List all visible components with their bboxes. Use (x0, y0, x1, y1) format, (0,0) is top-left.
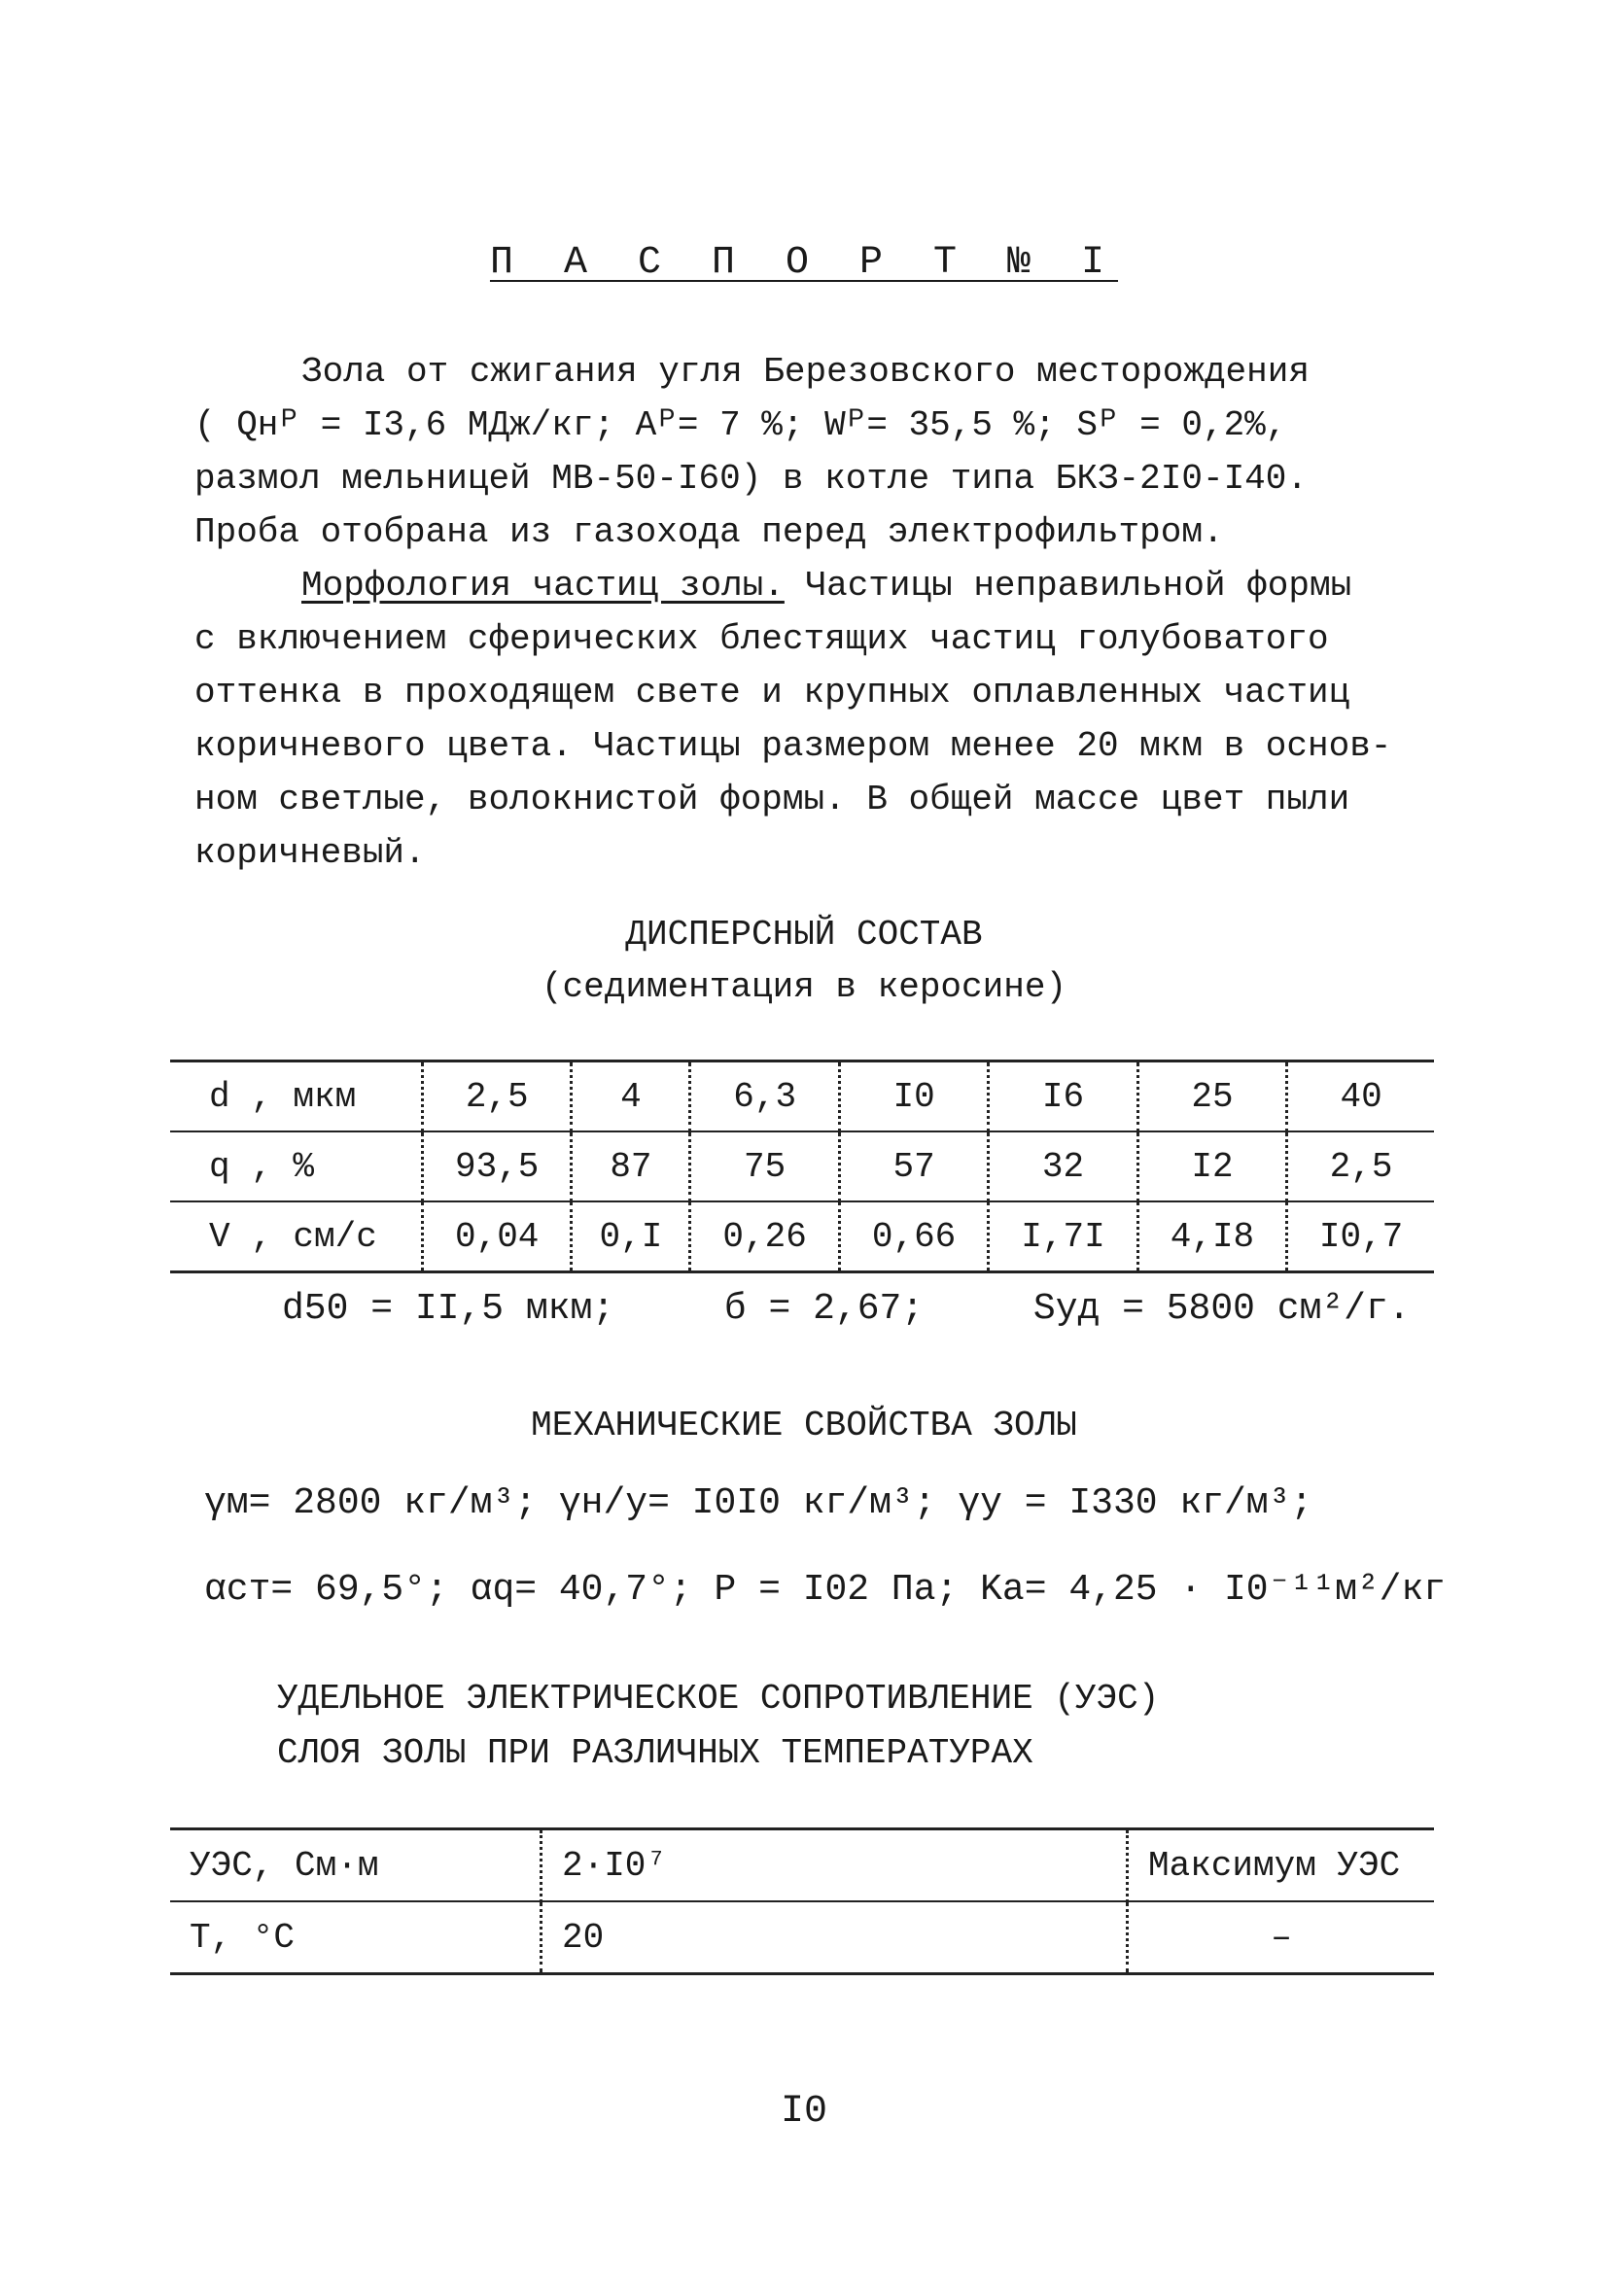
table-row (170, 1061, 1434, 1132)
table-cell: I2 (1137, 1131, 1286, 1201)
morphology-line: с включением сферических блестящих частиц голубоватого (194, 619, 1329, 659)
table-cell: 0,04 (423, 1201, 572, 1272)
morphology-first-line (194, 559, 1419, 612)
table-cell: – (1128, 1901, 1435, 1974)
dispersion-subtitle: (седиментация в керосине) (541, 967, 1067, 1007)
table-cell: 25 (1137, 1061, 1286, 1132)
intro-line: ( Qнᴾ = I3,6 МДж/кг; Aᴾ= 7 %; Wᴾ= 35,5 %; Sᴾ = 0,2%, (194, 405, 1287, 445)
dispersion-stats (282, 1288, 1449, 1330)
table-cell: 4,I8 (1137, 1201, 1286, 1272)
row-label: T, °С (170, 1901, 542, 1974)
table-cell: 6,3 (690, 1061, 839, 1132)
row-label: УЭС, См·м (190, 1845, 379, 1886)
table-cell: Максимум УЭС (1128, 1829, 1435, 1902)
intro-line: Зола от сжигания угля Березовского месторождения (301, 352, 1310, 392)
mechanical-line-2: αст= 69,5°; αq= 40,7°; P = I02 Па; Kа= 4,25 · I0⁻¹¹м²/кг (204, 1569, 1447, 1611)
d50-value: d50 = II,5 мкм; (282, 1288, 615, 1330)
morphology-line: оттенка в проходящем свете и крупных оплавленных частиц (194, 673, 1350, 713)
table-row (170, 1829, 1434, 1902)
table-cell: 0,66 (839, 1201, 988, 1272)
table-cell: 40 (1287, 1061, 1434, 1132)
table-cell: 20 (542, 1901, 1128, 1974)
morphology-text: Частицы неправильной формы (784, 566, 1352, 606)
resistivity-heading-line: УДЕЛЬНОЕ ЭЛЕКТРИЧЕСКОЕ СОПРОТИВЛЕНИЕ (УЭС) (277, 1679, 1160, 1719)
morphology-paragraph (194, 559, 1419, 880)
row-label: q , % (170, 1131, 423, 1201)
table-cell: 0,26 (690, 1201, 839, 1272)
page-number: I0 (780, 2090, 827, 2134)
row-label: V , см/с (170, 1201, 423, 1272)
specific-surface-value: Sуд = 5800 см²/г. (1032, 1288, 1411, 1330)
row-label: d , мкм (209, 1076, 357, 1117)
table-cell: 32 (989, 1131, 1137, 1201)
morphology-line: коричневый. (194, 833, 426, 873)
table-row (170, 1201, 1434, 1272)
mechanical-heading: МЕХАНИЧЕСКИЕ СВОЙСТВА ЗОЛЫ (531, 1406, 1077, 1445)
dispersion-heading (0, 909, 1608, 1014)
page-title: П А С П О Р Т № I (489, 241, 1119, 285)
table-cell: 0,I (572, 1201, 690, 1272)
table-cell: 93,5 (423, 1131, 572, 1201)
table-cell: I6 (989, 1061, 1137, 1132)
table-row (170, 1131, 1434, 1201)
table-cell: 2,5 (1287, 1131, 1434, 1201)
intro-paragraph (194, 345, 1419, 559)
table-cell: I0 (839, 1061, 988, 1132)
morphology-line: коричневого цвета. Частицы размером менее 20 мкм в основ- (194, 726, 1392, 766)
mechanical-line-1: γм= 2800 кг/м³; γн/у= I0I0 кг/м³; γу = I330 кг/м³; (204, 1482, 1313, 1524)
table-cell: 2,5 (423, 1061, 572, 1132)
table-cell: 87 (572, 1131, 690, 1201)
resistivity-heading-line: СЛОЯ ЗОЛЫ ПРИ РАЗЛИЧНЫХ ТЕМПЕРАТУРАХ (277, 1733, 1033, 1773)
dispersion-title: ДИСПЕРСНЫЙ СОСТАВ (625, 915, 983, 955)
table-cell: I0,7 (1287, 1201, 1434, 1272)
intro-line: размол мельницей МВ-50-I60) в котле типа БКЗ-2I0-I40. (194, 459, 1308, 499)
morphology-line: ном светлые, волокнистой формы. В общей массе цвет пыли (194, 780, 1350, 819)
morphology-heading: Морфология частиц золы. (301, 566, 785, 606)
resistivity-table (170, 1827, 1434, 1975)
intro-line: Проба отобрана из газохода перед электрофильтром. (194, 512, 1224, 552)
sigma-value: б = 2,67; (723, 1288, 925, 1330)
table-cell: I,7I (989, 1201, 1137, 1272)
resistivity-heading (277, 1672, 1159, 1781)
table-cell: 4 (572, 1061, 690, 1132)
dispersion-table (170, 1060, 1434, 1273)
table-cell: 75 (690, 1131, 839, 1201)
table-cell: 57 (839, 1131, 988, 1201)
table-cell: 2·I0⁷ (542, 1829, 1128, 1902)
table-row (170, 1901, 1434, 1974)
